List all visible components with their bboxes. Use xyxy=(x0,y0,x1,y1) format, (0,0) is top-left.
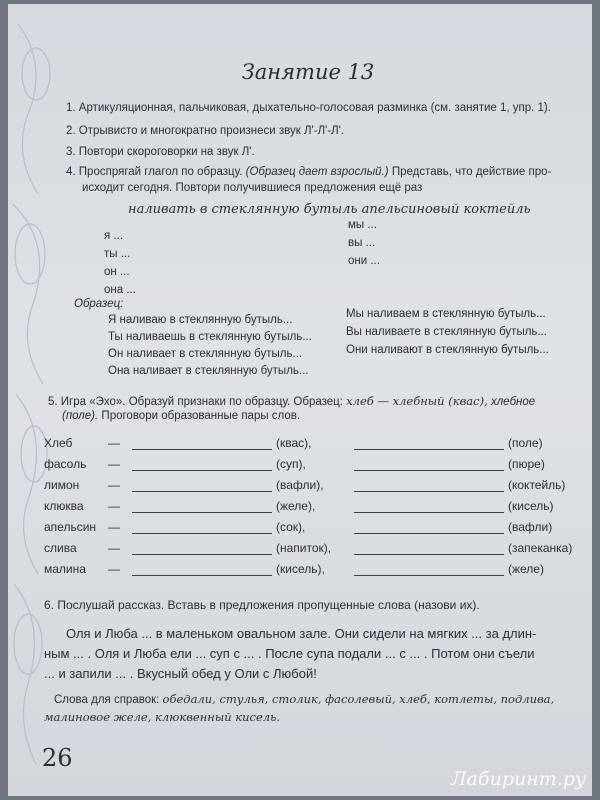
words-list-1: обедали, стулья, столик, фасолевый, хлеб, котлеты, подлива, xyxy=(162,692,555,706)
words-label: Слова для справок: xyxy=(54,694,160,706)
echo-hint-left: (вафли), xyxy=(276,478,324,492)
echo-dash: — xyxy=(108,457,120,471)
echo-hint-right: (желе) xyxy=(508,562,544,576)
pronoun-my: мы ... xyxy=(348,219,377,231)
echo-answer-line-right[interactable] xyxy=(354,449,504,450)
echo-dash: — xyxy=(108,541,120,555)
echo-word: малина xyxy=(44,562,86,576)
echo-answer-line-right[interactable] xyxy=(354,491,504,492)
echo-dash: — xyxy=(108,562,120,576)
task-3: 3. Повтори скороговорки на звук Л'. xyxy=(66,146,255,158)
pronoun-ona: она ... xyxy=(104,284,136,296)
echo-hint-left: (сок), xyxy=(276,520,306,534)
task-2: 2. Отрывисто и многократно произнеси звук Л'-Л'-Л'. xyxy=(66,125,345,137)
echo-answer-line-left[interactable] xyxy=(132,512,272,513)
echo-dash: — xyxy=(108,499,120,513)
echo-dash: — xyxy=(108,436,120,450)
page-number: 26 xyxy=(42,744,73,772)
task-4-line1 xyxy=(66,166,551,178)
workbook-page xyxy=(8,4,592,796)
pronoun-ya: я ... xyxy=(104,230,124,242)
task-1: 1. Артикуляционная, пальчиковая, дыхательно-голосовая разминка (см. занятие 1, упр. 1). xyxy=(66,102,551,114)
echo-answer-line-left[interactable] xyxy=(132,533,272,534)
pronoun-vy: вы ... xyxy=(348,237,376,249)
echo-hint-right: (поле) xyxy=(508,436,543,450)
labirint-watermark: Лабиринт.ру xyxy=(450,768,586,790)
echo-answer-line-right[interactable] xyxy=(354,554,504,555)
echo-word: клюква xyxy=(44,499,84,513)
echo-answer-line-left[interactable] xyxy=(132,575,272,576)
echo-word: лимон xyxy=(44,478,80,492)
task-4-main: 4. Проспрягай глагол по образцу. xyxy=(66,166,243,178)
echo-hint-right: (пюре) xyxy=(508,457,545,471)
pronoun-oni: они ... xyxy=(348,255,380,267)
story-line-1: Оля и Люба ... в маленьком овальном зале. Они сидели на мягких ... за длин- xyxy=(66,626,537,641)
echo-hint-right: (кисель) xyxy=(508,499,554,513)
echo-word: Хлеб xyxy=(44,436,73,450)
echo-answer-line-left[interactable] xyxy=(132,470,272,471)
sample-left-3: Он наливает в стеклянную бутыль... xyxy=(108,348,303,360)
pronoun-ty: ты ... xyxy=(104,248,131,260)
echo-hint-left: (желе), xyxy=(276,499,316,513)
words-list-2: малиновое желе, клюквенный кисель. xyxy=(44,710,281,724)
task-5-example-3: (поле). xyxy=(62,410,99,422)
echo-word: апельсин xyxy=(44,520,97,534)
echo-answer-line-right[interactable] xyxy=(354,533,504,534)
task-4-note: (Образец дает взрослый.) xyxy=(245,166,389,178)
echo-hint-left: (кисель), xyxy=(276,562,325,576)
sample-left-2: Ты наливаешь в стеклянную бутыль... xyxy=(108,331,312,343)
echo-hint-left: (суп), xyxy=(276,457,306,471)
echo-hint-right: (коктейль) xyxy=(508,478,566,492)
sample-right-3: Они наливают в стеклянную бутыль... xyxy=(346,344,549,356)
echo-answer-line-left[interactable] xyxy=(132,554,272,555)
echo-hint-right: (запеканка) xyxy=(508,541,573,555)
task-5-line1 xyxy=(48,394,535,408)
sample-left-4: Она наливает в стеклянную бутыль... xyxy=(108,365,309,377)
story-line-2: ным ... . Оля и Люба ели ... суп с ... . После супа подали ... с ... . Потом они съели xyxy=(44,646,535,661)
echo-word: слива xyxy=(44,541,77,555)
conjugation-phrase: наливать в стеклянную бутыль апельсиновый коктейль xyxy=(128,202,531,217)
story-line-3: ... и запили ... . Вкусный обед у Оли с Любой! xyxy=(44,666,317,681)
words-line-1 xyxy=(54,692,554,706)
sample-left-1: Я наливаю в стеклянную бутыль... xyxy=(108,314,293,326)
sample-right-2: Вы наливаете в стеклянную бутыль... xyxy=(346,326,547,338)
echo-word: фасоль xyxy=(44,457,87,471)
echo-answer-line-left[interactable] xyxy=(132,449,272,450)
samples-label: Образец: xyxy=(74,298,124,310)
echo-hint-right: (вафли) xyxy=(508,520,553,534)
echo-answer-line-right[interactable] xyxy=(354,575,504,576)
task-5-line2 xyxy=(62,410,300,422)
task-4-rest: Представь, что действие про- xyxy=(391,166,552,178)
task-5-instruction: Проговори образованные пары слов. xyxy=(101,410,301,422)
task-5-example-2: хлебное xyxy=(490,396,536,408)
echo-hint-left: (напиток), xyxy=(276,541,332,555)
echo-answer-line-right[interactable] xyxy=(354,512,504,513)
pronoun-on: он ... xyxy=(104,266,130,278)
task-6: 6. Послушай рассказ. Вставь в предложения пропущенные слова (назови их). xyxy=(44,598,480,612)
task-5-example: хлеб — хлебный (квас), xyxy=(346,394,488,408)
echo-answer-line-right[interactable] xyxy=(354,470,504,471)
lesson-title: Занятие 13 xyxy=(241,60,375,84)
echo-dash: — xyxy=(108,520,120,534)
echo-hint-left: (квас), xyxy=(276,436,312,450)
task-5-main: 5. Игра «Эхо». Образуй признаки по образцу. Образец: xyxy=(48,396,343,408)
echo-dash: — xyxy=(108,478,120,492)
sample-right-1: Мы наливаем в стеклянную бутыль... xyxy=(346,308,546,320)
task-4-line2: исходит сегодня. Повтори получившиеся предложения ещё раз xyxy=(82,182,423,194)
echo-answer-line-left[interactable] xyxy=(132,491,272,492)
